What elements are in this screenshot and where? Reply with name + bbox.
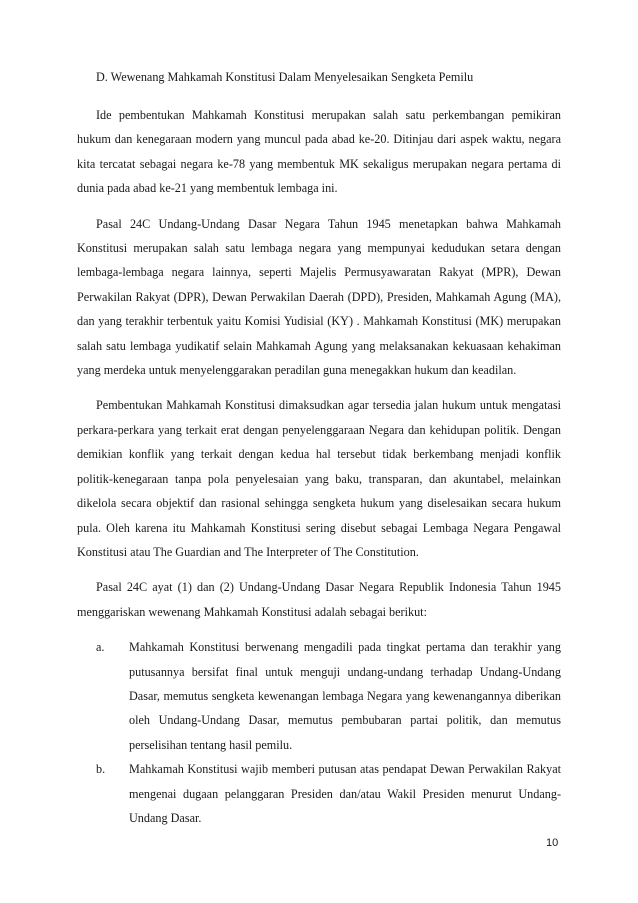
wewenang-list: [77, 635, 561, 830]
paragraph-wewenang-intro: Pasal 24C ayat (1) dan (2) Undang-Undang Dasar Negara Republik Indonesia Tahun 1945 menggariskan wewenang Mahkamah Konstitusi adalah sebagai berikut:: [77, 580, 561, 619]
section-heading: D. Wewenang Mahkamah Konstitusi Dalam Menyelesaikan Sengketa Pemilu: [96, 70, 474, 84]
list-item: [77, 757, 561, 830]
paragraph-pembentukan: Pembentukan Mahkamah Konstitusi dimaksudkan agar tersedia jalan hukum untuk mengatasi perkara-perkara yang terkait erat dengan penyelenggaraan Negara dan kehidupan politik. Dengan demikian konflik yang terkait dengan kedua hal tersebut tidak berkembang menjadi konflik politik-kenegaraan tanpa pola penyelesaian yang baku, transparan, dan akuntabel, melainkan dikelola secara objektif dan rasional sehingga sengketa hukum yang diselesaikan secara hukum pula. Oleh karena itu Mahkamah Konstitusi sering disebut sebagai Lembaga Negara Pengawal Konstitusi atau The Guardian and The Interpreter of The Constitution.: [77, 398, 561, 559]
paragraph-intro: Ide pembentukan Mahkamah Konstitusi merupakan salah satu perkembangan pemikiran hukum dan kenegaraan modern yang muncul pada abad ke-20. Ditinjau dari aspek waktu, negara kita tercatat sebagai negara ke-78 yang membentuk MK sekaligus merupakan negara pertama di dunia pada abad ke-21 yang membentuk lembaga ini.: [77, 108, 561, 196]
document-page: [77, 68, 561, 830]
list-marker: b.: [96, 762, 106, 777]
list-marker: a.: [96, 640, 105, 655]
list-item-text: Mahkamah Konstitusi wajib memberi putusan atas pendapat Dewan Perwakilan Rakyat mengenai dugaan pelanggaran Presiden dan/atau Wakil Presiden menurut Undang-Undang Dasar.: [129, 762, 561, 825]
list-item: [77, 635, 561, 757]
page-number: 10: [546, 837, 559, 849]
paragraph-pasal-24c: Pasal 24C Undang-Undang Dasar Negara Tahun 1945 menetapkan bahwa Mahkamah Konstitusi merupakan salah satu lembaga negara yang mempunyai kedudukan setara dengan lembaga-lembaga negara lainnya, seperti Majelis Permusyawaratan Rakyat (MPR), Dewan Perwakilan Rakyat (DPR), Dewan Perwakilan Daerah (DPD), Presiden, Mahkamah Agung (MA), dan yang terakhir terbentuk yaitu Komisi Yudisial (KY) . Mahkamah Konstitusi (MK) merupakan salah satu lembaga yudikatif selain Mahkamah Agung yang melaksanakan kekuasaan kehakiman yang merdeka untuk menyelenggarakan peradilan guna menegakkan hukum dan keadilan.: [77, 216, 561, 378]
list-item-text: Mahkamah Konstitusi berwenang mengadili pada tingkat pertama dan terakhir yang putusannya bersifat final untuk menguji undang-undang terhadap Undang-Undang Dasar, memutus sengketa kewenangan lembaga Negara yang kewenangannya diberikan oleh Undang-Undang Dasar, memutus pembubaran partai politik, dan memutus perselisihan tentang hasil pemilu.: [129, 640, 561, 752]
